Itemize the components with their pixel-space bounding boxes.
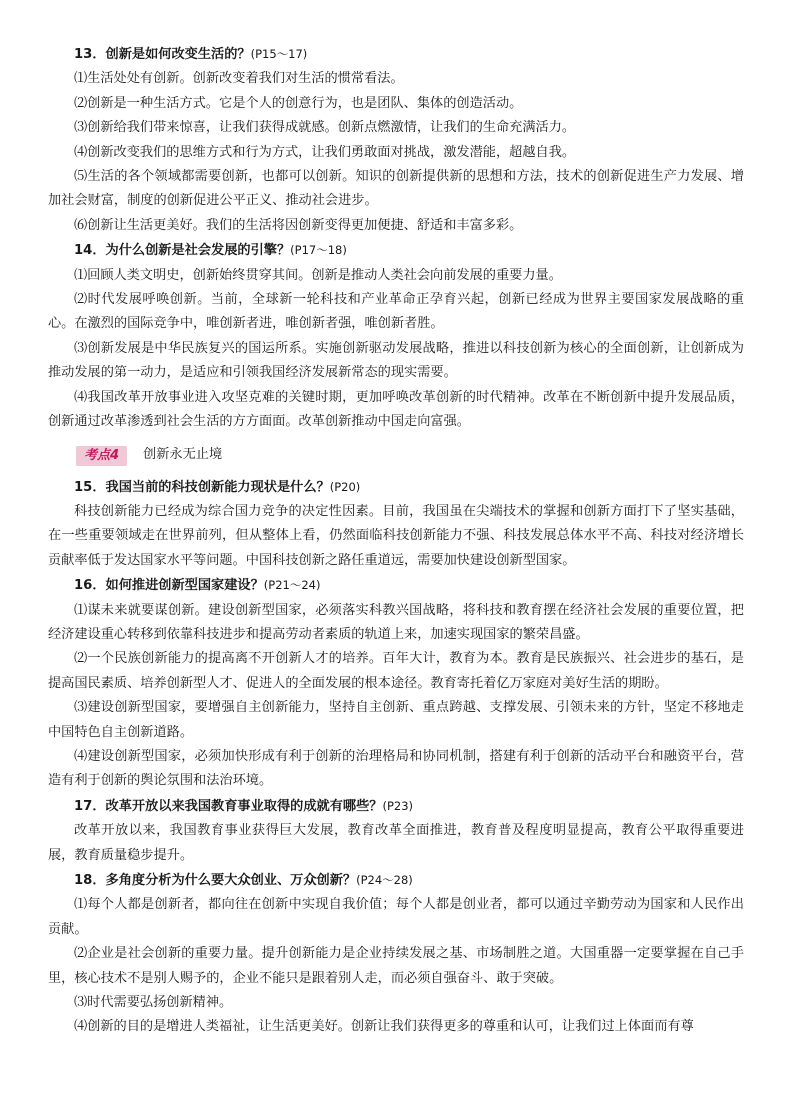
question-text: 18．多角度分析为什么要大众创业、万众创新？: [74, 873, 357, 888]
page-reference: (P21～24): [263, 578, 321, 593]
answer-paragraph: ⑵一个民族创新能力的提高离不开创新人才的培养。百年大计，教育为本。教育是民族振兴、社会进步的基石，是提高国民素质、培养创新型人才、促进人的全面发展的根本途径。教育寄托着亿万家庭对美好生活的期盼。: [48, 651, 744, 691]
answer-paragraph: ⑴生活处处有创新。创新改变着我们对生活的惯常看法。: [74, 71, 404, 87]
answer-paragraph: ⑶建设创新型国家，要增强自主创新能力，坚持自主创新、重点跨越、支撑发展、引领未来的方针，坚定不移地走中国特色自主创新道路。: [48, 700, 744, 740]
answer-paragraph: ⑵时代发展呼唤创新。当前，全球新一轮科技和产业革命正孕育兴起，创新已经成为世界主要国家发展战略的重心。在激烈的国际竞争中，唯创新者进，唯创新者强，唯创新者胜。: [48, 292, 744, 332]
question-heading: [48, 475, 744, 500]
answer-paragraph: ⑷我国改革开放事业进入攻坚克难的关键时期，更加呼唤改革创新的时代精神。改革在不断创新中提升发展品质，创新通过改革渗透到社会生活的方方面面。改革创新推动中国走向富强。: [48, 389, 744, 430]
question-heading: [48, 794, 744, 819]
question-heading: [48, 868, 744, 893]
page-reference: (P20): [329, 479, 361, 494]
question-text: 15．我国当前的科技创新能力现状是什么？: [74, 479, 330, 495]
exam-point-title: 创新永无止境: [143, 447, 223, 463]
answer-paragraph: ⑷创新改变我们的思维方式和行为方式，让我们勇敢面对挑战，激发潜能，超越自我。: [74, 144, 576, 160]
answer-paragraph: ⑴回顾人类文明史，创新始终贯穿其间。创新是推动人类社会向前发展的重要力量。: [74, 267, 562, 283]
document-page: [48, 42, 744, 1040]
page-reference: (P24～28): [356, 873, 413, 887]
answer-paragraph: ⑶创新发展是中华民族复兴的国运所系。实施创新驱动发展战略，推进以科技创新为核心的全面创新，让创新成为推动发展的第一动力，是适应和引领我国经济发展新常态的现实需要。: [48, 340, 744, 381]
answer-paragraph: ⑶时代需要弘扬创新精神。: [74, 995, 233, 1011]
question-heading: [48, 42, 744, 67]
answer-paragraph: ⑷创新的目的是增进人类福祉，让生活更美好。创新让我们获得更多的尊重和认可，让我们过上体面而有尊: [74, 1019, 694, 1035]
answer-paragraph: 科技创新能力已经成为综合国力竞争的决定性因素。目前，我国虽在尖端技术的掌握和创新方面打下了坚实基础，在一些重要领域走在世界前列，但从整体上看，仍然面临科技创新能力不强、科技发展总体水平不高、科技对经济增长贡献率低于发达国家水平等问题。中国科技创新之路任重道远，需要加快建设创新型国家。: [48, 503, 744, 568]
question-heading: [48, 573, 744, 598]
answer-paragraph: ⑹创新让生活更美好。我们的生活将因创新变得更加便捷、舒适和丰富多彩。: [74, 217, 523, 233]
question-text: 14．为什么创新是社会发展的引擎？: [74, 243, 291, 259]
page-reference: (P23): [382, 798, 414, 813]
exam-point-header: [48, 439, 744, 473]
exam-point-badge: 考点4: [76, 446, 127, 466]
question-text: 13．创新是如何改变生活的？: [74, 47, 251, 62]
question-text: 16．如何推进创新型国家建设？: [74, 578, 264, 594]
page-reference: (P17～18): [290, 243, 347, 258]
answer-paragraph: ⑷建设创新型国家，必须加快形成有利于创新的治理格局和协同机制，搭建有利于创新的活动平台和融资平台，营造有利于创新的舆论氛围和法治环境。: [48, 748, 744, 789]
page-reference: (P15～17): [250, 47, 308, 61]
question-heading: [48, 238, 744, 263]
answer-paragraph: ⑴每个人都是创新者，都向往在创新中实现自我价值；每个人都是创业者，都可以通过辛勤劳动为国家和人民作出贡献。: [48, 897, 744, 937]
answer-paragraph: ⑵企业是社会创新的重要力量。提升创新能力是企业持续发展之基、市场制胜之道。大国重器一定要掌握在自己手里，核心技术不是别人赐予的，企业不能只是跟着别人走，而必须自强奋斗、敢于突破。: [48, 946, 744, 986]
answer-paragraph: ⑴谋未来就要谋创新。建设创新型国家，必须落实科教兴国战略，将科技和教育摆在经济社会发展的重要位置，把经济建设重心转移到依靠科技进步和提高劳动者素质的轨道上来，加速实现国家的繁荣昌盛。: [48, 602, 744, 642]
answer-paragraph: ⑶创新给我们带来惊喜，让我们获得成就感。创新点燃激情，让我们的生命充满活力。: [74, 120, 576, 136]
answer-paragraph: 改革开放以来，我国教育事业获得巨大发展，教育改革全面推进，教育普及程度明显提高，教育公平取得重要进展，教育质量稳步提升。: [48, 823, 744, 863]
answer-paragraph: ⑵创新是一种生活方式。它是个人的创意行为，也是团队、集体的创造活动。: [74, 95, 523, 111]
answer-paragraph: ⑸生活的各个领域都需要创新，也都可以创新。知识的创新提供新的思想和方法，技术的创新促进生产力发展、增加社会财富，制度的创新促进公平正义、推动社会进步。: [48, 169, 744, 209]
question-text: 17．改革开放以来我国教育事业取得的成就有哪些？: [74, 798, 383, 814]
